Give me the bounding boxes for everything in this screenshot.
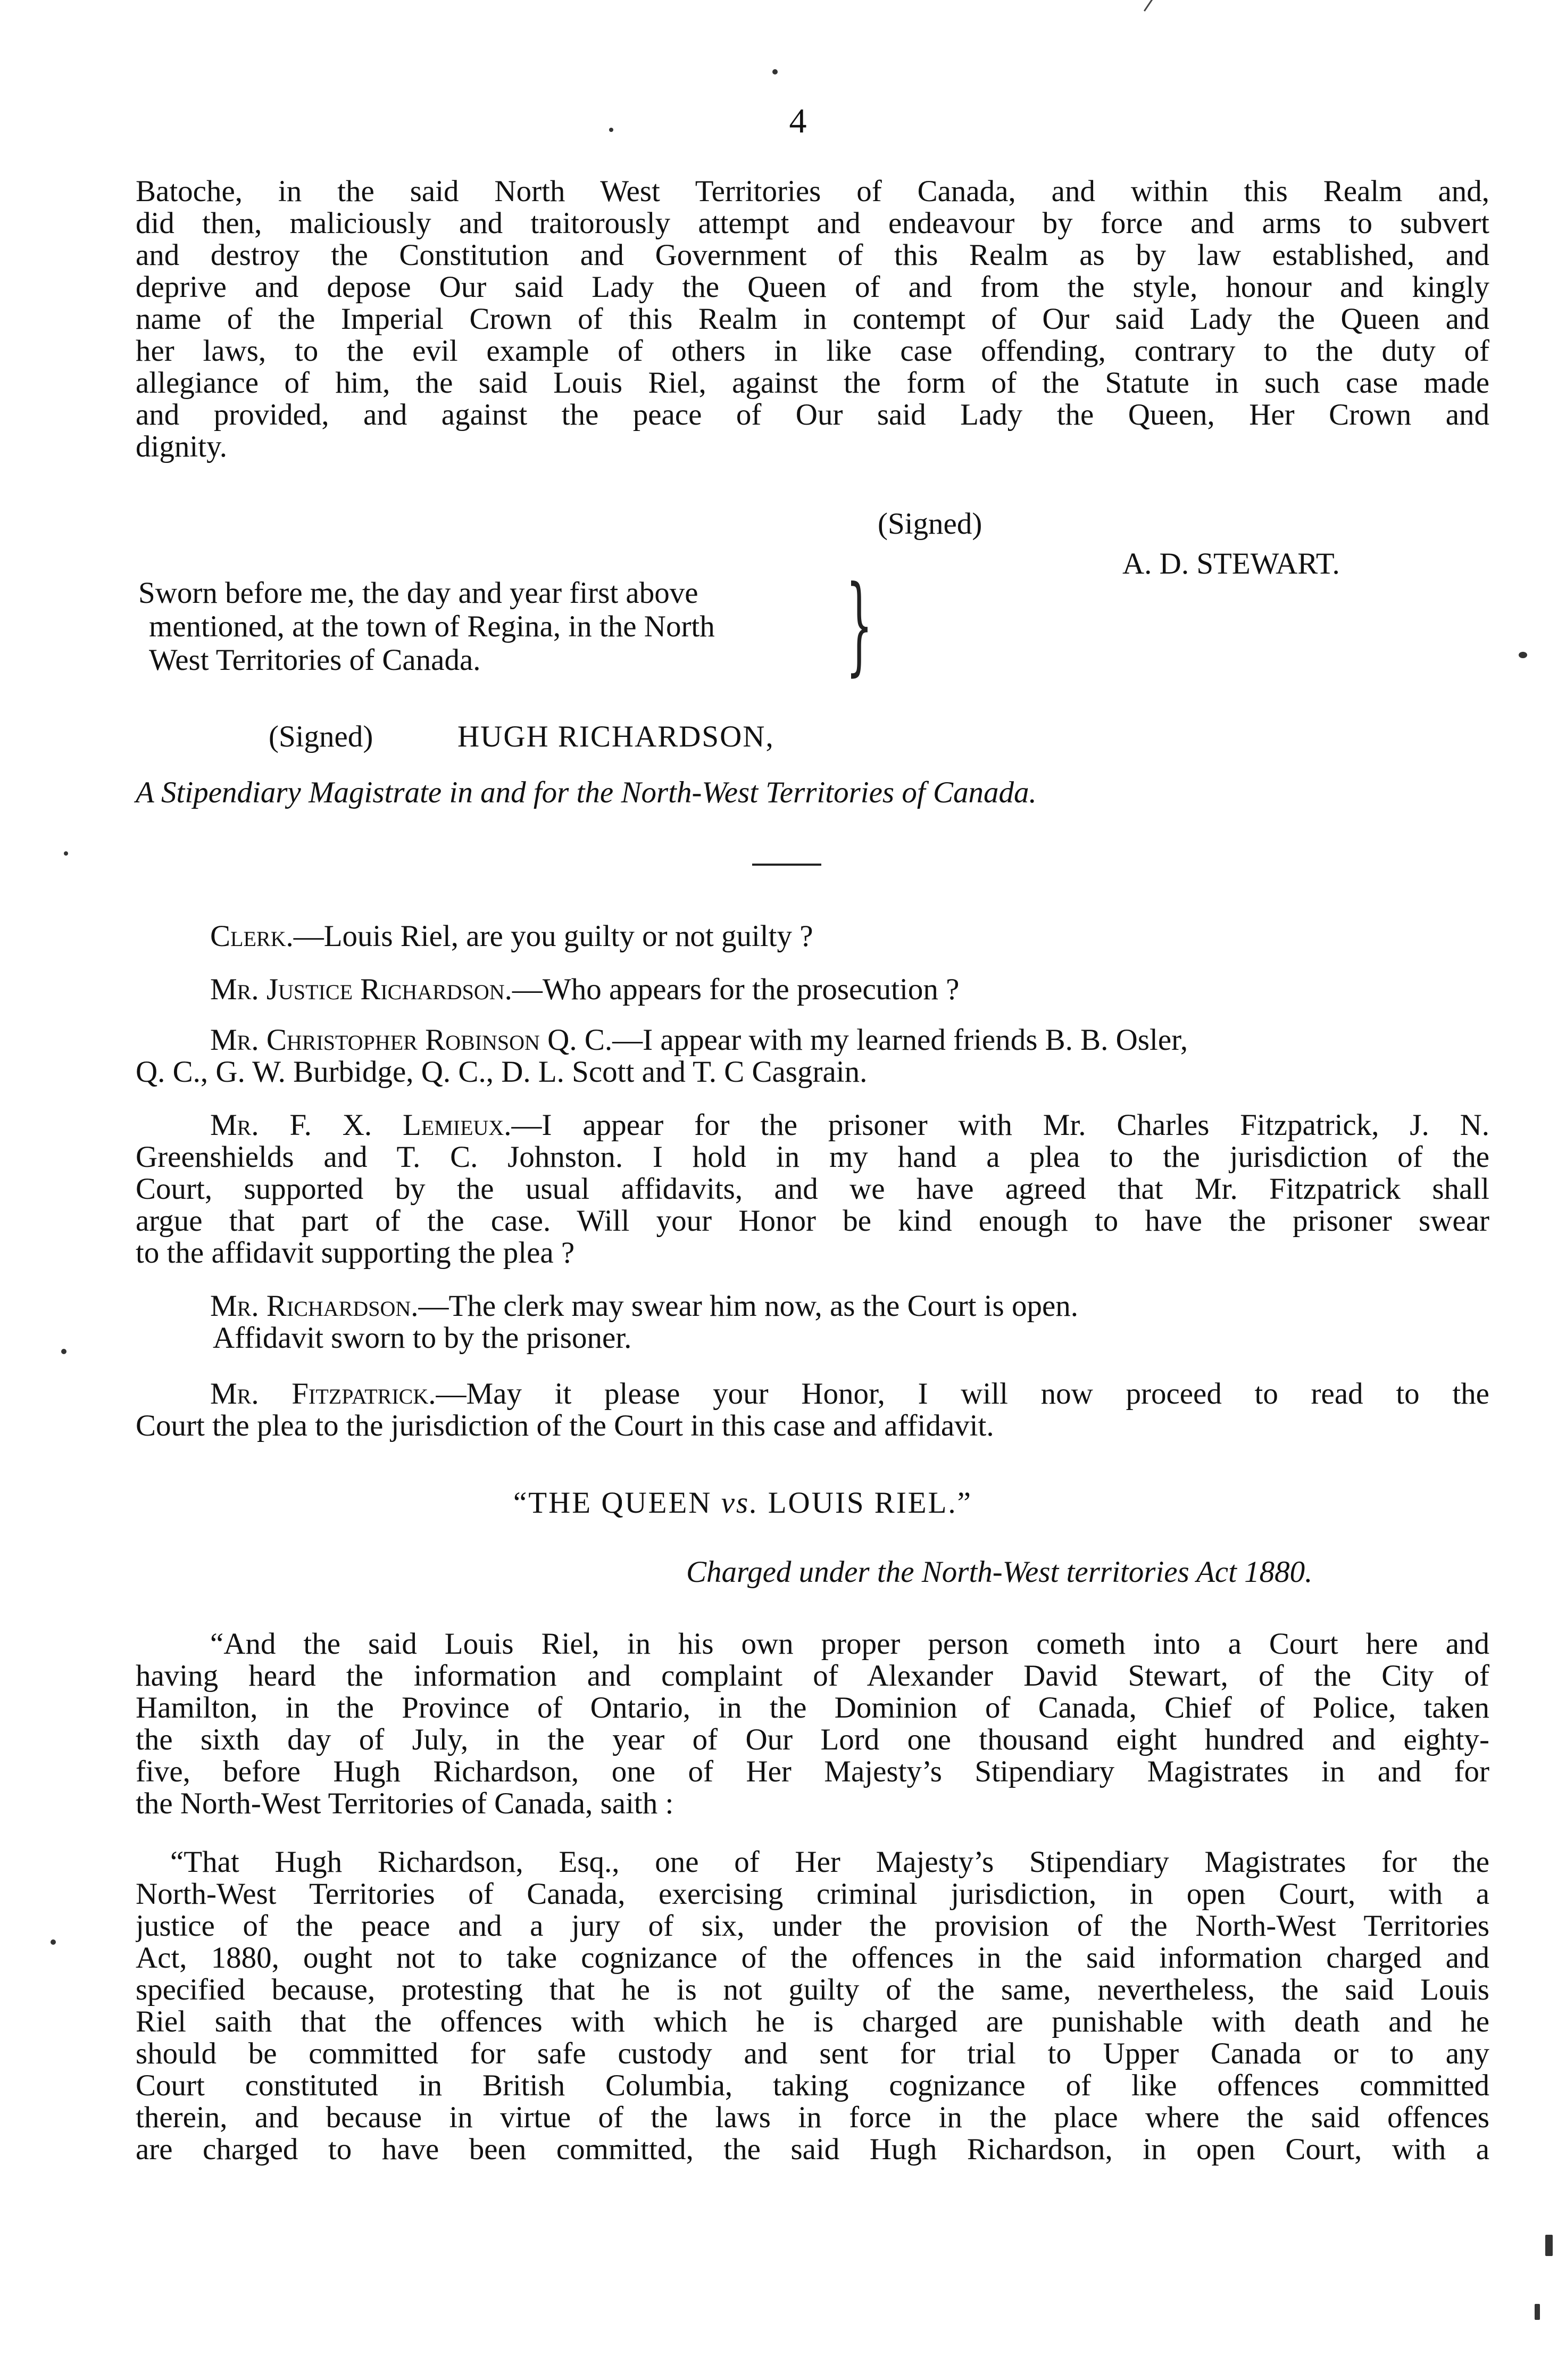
magistrate-name: HUGH RICHARDSON,: [457, 720, 774, 753]
speaker-name: Mr. F. X. Lemieux.: [210, 1109, 512, 1141]
speaker-name: Mr. Justice Richardson.: [210, 974, 512, 1006]
dialogue-text: Court, supported by the usual affidavits, and we have agreed that Mr. Fitzpatrick shall: [136, 1173, 1489, 1205]
text-line: five, before Hugh Richardson, one of Her Majesty’s Stipendiary Magistrates in and for: [136, 1756, 1489, 1788]
dialogue-text: Affidavit sworn to by the prisoner.: [213, 1322, 632, 1354]
dialogue-text: argue that part of the case. Will your Honor be kind enough to have the prisoner swear: [136, 1205, 1489, 1237]
dialogue-entry: [210, 1109, 1489, 1141]
speaker-name: Mr. Christopher Robinson Q. C.: [210, 1024, 613, 1056]
speaker-name: Mr. Richardson.: [210, 1290, 419, 1322]
dialogue-entry: [210, 1024, 1489, 1056]
text-line: therein, and because in virtue of the laws in force in the place where the said offences: [136, 2102, 1489, 2134]
text-line: the sixth day of July, in the year of Our Lord one thousand eight hundred and eighty-: [136, 1724, 1489, 1756]
section-divider: [752, 864, 821, 866]
case-title-right: LOUIS RIEL.”: [768, 1486, 972, 1520]
text-line: deprive and depose Our said Lady the Queen of and from the style, honour and kingly: [136, 271, 1489, 303]
dialogue-text: —Louis Riel, are you guilty or not guilty ?: [293, 921, 813, 952]
signed-label: (Signed): [878, 507, 982, 541]
text-line: Act, 1880, ought not to take cognizance of the offences in the said information charged and: [136, 1942, 1489, 1974]
scan-speck: [1519, 652, 1527, 658]
curly-brace: }: [846, 563, 873, 687]
page-number: 4: [789, 102, 807, 140]
scan-speck: [609, 128, 613, 132]
dialogue-text: to the affidavit supporting the plea ?: [136, 1237, 575, 1269]
text-line: and destroy the Constitution and Government of this Realm as by law established, and: [136, 239, 1489, 271]
text-line: Riel saith that the offences with which he is charged are punishable with death and he: [136, 2006, 1489, 2038]
margin-pen-stroke: [1144, 0, 1312, 12]
text-line: dignity.: [136, 431, 228, 463]
scan-speck: [61, 1349, 66, 1354]
text-line: Hamilton, in the Province of Ontario, in the Dominion of Canada, Chief of Police, taken: [136, 1692, 1489, 1724]
signatory-name: A. D. STEWART.: [1122, 547, 1340, 581]
sworn-line: mentioned, at the town of Regina, in the North: [149, 610, 715, 643]
text-line: Batoche, in the said North West Territories of Canada, and within this Realm and,: [136, 176, 1489, 208]
dialogue-entry: [210, 974, 1489, 1006]
speaker-name: Mr. Fitzpatrick.: [210, 1378, 436, 1410]
text-line: and provided, and against the peace of Our said Lady the Queen, Her Crown and: [136, 399, 1489, 431]
text-line: specified because, protesting that he is not guilty of the same, nevertheless, the said Louis: [136, 1974, 1489, 2006]
text-line: “And the said Louis Riel, in his own proper person cometh into a Court here and: [210, 1628, 1489, 1660]
text-line: should be committed for safe custody and sent for trial to Upper Canada or to any: [136, 2038, 1489, 2070]
text-line: the North-West Territories of Canada, saith :: [136, 1788, 674, 1820]
dialogue-text: Q. C., G. W. Burbidge, Q. C., D. L. Scott and T. C Casgrain.: [136, 1056, 868, 1088]
dialogue-text: Court the plea to the jurisdiction of the Court in this case and affidavit.: [136, 1410, 994, 1442]
case-subtitle: Charged under the North-West territories Act 1880.: [686, 1555, 1313, 1589]
dialogue-entry: [210, 1290, 1489, 1322]
scan-speck: [64, 851, 68, 856]
dialogue-entry: [210, 921, 1489, 952]
scan-speck: [1535, 2304, 1540, 2320]
text-line: “That Hugh Richardson, Esq., one of Her Majesty’s Stipendiary Magistrates for the: [170, 1846, 1489, 1878]
text-line: her laws, to the evil example of others in like case offending, contrary to the duty of: [136, 335, 1489, 367]
text-line: are charged to have been committed, the said Hugh Richardson, in open Court, with a: [136, 2134, 1489, 2166]
text-line: name of the Imperial Crown of this Realm in contempt of Our said Lady the Queen and: [136, 303, 1489, 335]
dialogue-text: —Who appears for the prosecution ?: [512, 974, 960, 1006]
sworn-line: Sworn before me, the day and year first above: [138, 576, 698, 610]
text-line: justice of the peace and a jury of six, under the provision of the North-West Territories: [136, 1910, 1489, 1942]
scan-speck: [772, 69, 778, 74]
speaker-name: Clerk.: [210, 921, 294, 952]
scan-speck: [51, 1939, 56, 1945]
text-line: having heard the information and complaint of Alexander David Stewart, of the City of: [136, 1660, 1489, 1692]
case-title-left: “THE QUEEN: [513, 1486, 712, 1520]
magistrate-signed-label: (Signed): [269, 720, 373, 753]
dialogue-text: —May it please your Honor, I will now proceed to read to the: [436, 1378, 1489, 1410]
text-line: Court constituted in British Columbia, taking cognizance of like offences committed: [136, 2070, 1489, 2102]
dialogue-text: Greenshields and T. C. Johnston. I hold in my hand a plea to the jurisdiction of the: [136, 1141, 1489, 1173]
scan-speck: [1545, 2235, 1553, 2256]
dialogue-text: —I appear with my learned friends B. B. Osler,: [612, 1024, 1188, 1056]
dialogue-text: —The clerk may swear him now, as the Court is open.: [418, 1290, 1079, 1322]
magistrate-title: A Stipendiary Magistrate in and for the North-West Territories of Canada.: [136, 776, 1037, 809]
text-line: North-West Territories of Canada, exercising criminal jurisdiction, in open Court, with a: [136, 1878, 1489, 1910]
case-title-vs: vs.: [721, 1486, 759, 1520]
text-line: did then, maliciously and traitorously attempt and endeavour by force and arms to subvert: [136, 208, 1489, 239]
case-title: [513, 1487, 972, 1519]
sworn-line: West Territories of Canada.: [149, 643, 481, 677]
dialogue-text: —I appear for the prisoner with Mr. Charles Fitzpatrick, J. N.: [511, 1109, 1489, 1141]
text-line: allegiance of him, the said Louis Riel, against the form of the Statute in such case made: [136, 367, 1489, 399]
dialogue-entry: [210, 1378, 1489, 1410]
